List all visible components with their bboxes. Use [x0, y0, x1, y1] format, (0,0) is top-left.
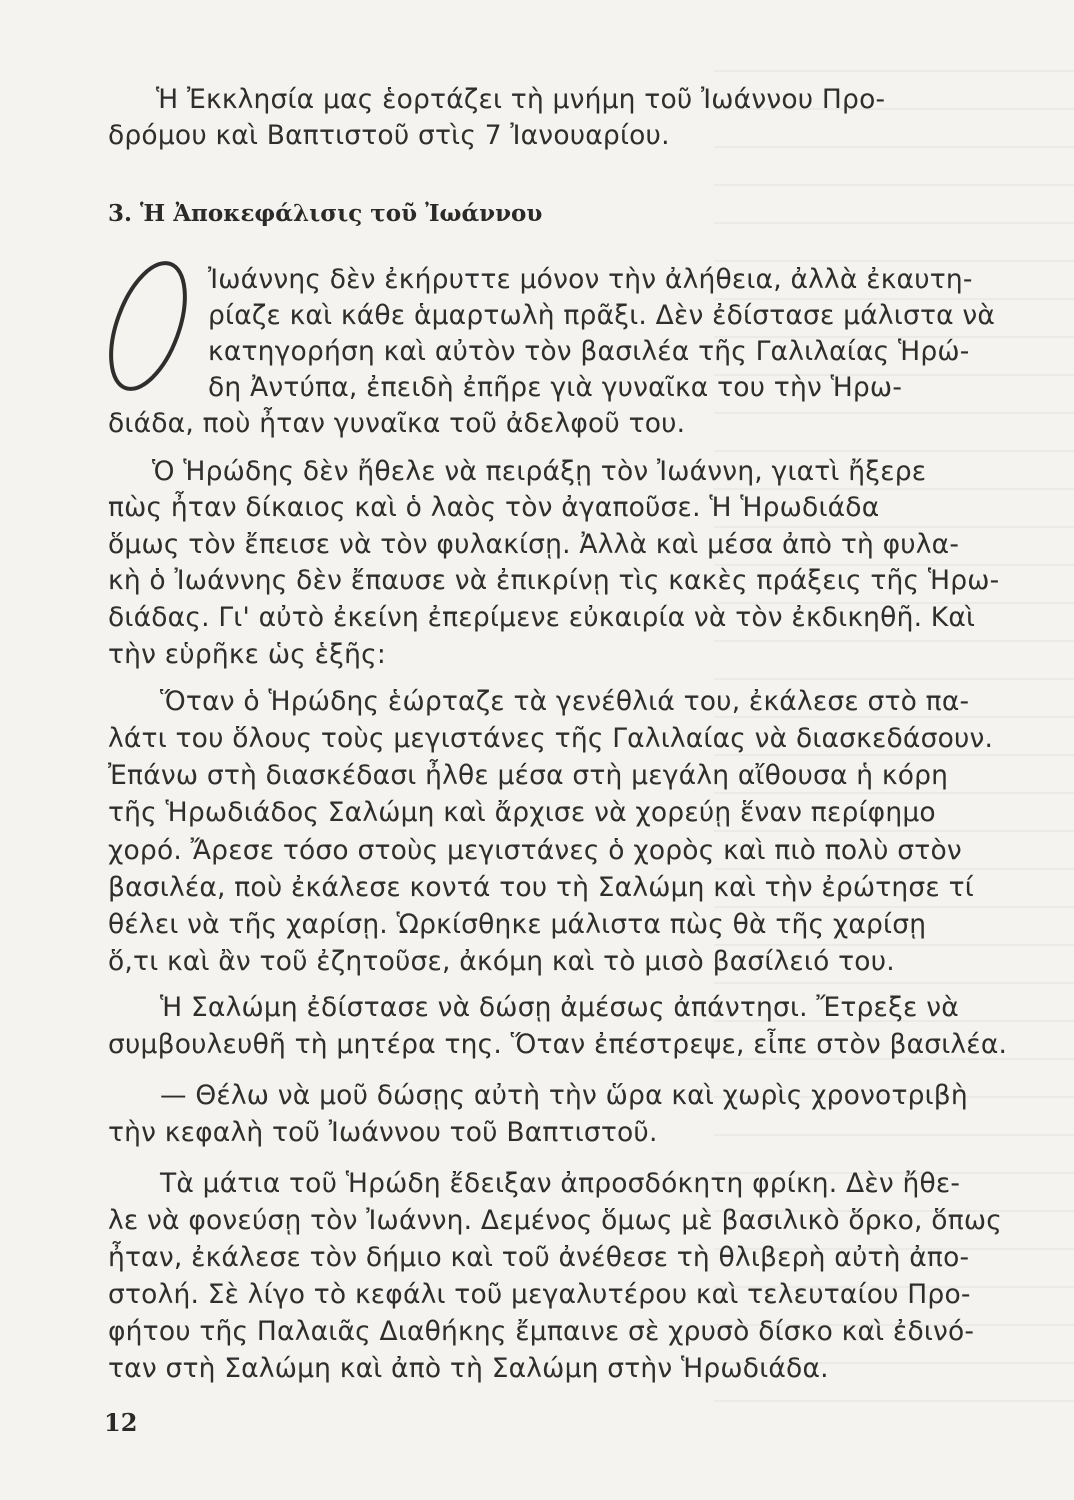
body-line: Ὁ Ἡρώδης δὲν ἤθελε νὰ πειράξῃ τὸν Ἰωάννη, γιατὶ ἤξερε [152, 456, 927, 487]
body-line: βασιλέα, ποὺ ἐκάλεσε κοντά του τὴ Σαλώμη καὶ τὴν ἐρώτησε τί [108, 872, 974, 903]
body-line: ὅ,τι καὶ ἂν τοῦ ἐζητοῦσε, ἀκόμη καὶ τὸ μισὸ βασίλειό του. [108, 946, 895, 977]
body-line: πὼς ἦταν δίκαιος καὶ ὁ λαὸς τὸν ἀγαποῦσε. Ἡ Ἡρωδιάδα [108, 492, 880, 523]
body-line: ἦταν, ἐκάλεσε τὸν δήμιο καὶ τοῦ ἀνέθεσε τὴ θλιβερὴ αὐτὴ ἀπο- [108, 1242, 970, 1273]
body-line: τῆς Ἡρωδιάδος Σαλώμη καὶ ἄρχισε νὰ χορεύῃ ἕναν περίφημο [108, 797, 936, 828]
body-line: ρίαζε καὶ κάθε ἁμαρτωλὴ πρᾶξι. Δὲν ἐδίστασε μάλιστα νὰ [208, 300, 996, 331]
dialogue-line: — Θέλω νὰ μοῦ δώσῃς αὐτὴ τὴν ὥρα καὶ χωρὶς χρονοτριβὴ [160, 1080, 968, 1111]
dialogue-line: τὴν κεφαλὴ τοῦ Ἰωάννου τοῦ Βαπτιστοῦ. [108, 1117, 658, 1148]
body-line: θέλει νὰ τῆς χαρίσῃ. Ὡρκίσθηκε μάλιστα πὼς θὰ τῆς χαρίσῃ [108, 909, 927, 940]
body-line: ταν στὴ Σαλώμη καὶ ἀπὸ τὴ Σαλώμη στὴν Ἡρωδιάδα. [108, 1353, 829, 1384]
page-number: 12 [104, 1408, 138, 1437]
drop-cap-letter: Ο [102, 244, 103, 245]
body-line: κατηγορήση καὶ αὐτὸν τὸν βασιλέα τῆς Γαλιλαίας Ἡρώ- [208, 336, 970, 367]
intro-line-2: δρόμου καὶ Βαπτιστοῦ στὶς 7 Ἰανουαρίου. [108, 120, 670, 151]
body-line: τὴν εὑρῆκε ὡς ἑξῆς: [108, 639, 386, 670]
body-line: Τὰ μάτια τοῦ Ἡρώδη ἔδειξαν ἀπροσδόκητη φρίκη. Δὲν ἤθε- [160, 1168, 961, 1199]
body-line: Ἡ Σαλώμη ἐδίστασε νὰ δώσῃ ἀμέσως ἀπάντησι. Ἔτρεξε νὰ [160, 992, 959, 1023]
body-line: διάδα, ποὺ ἦταν γυναῖκα τοῦ ἀδελφοῦ του. [108, 408, 686, 439]
body-line: λε νὰ φονεύσῃ τὸν Ἰωάννη. Δεμένος ὅμως μὲ βασιλικὸ ὅρκο, ὅπως [108, 1205, 1003, 1236]
intro-line-1: Ἡ Ἐκκλησία μας ἑορτάζει τὴ μνήμη τοῦ Ἰωάννου Προ- [156, 84, 886, 115]
body-line: στολή. Σὲ λίγο τὸ κεφάλι τοῦ μεγαλυτέρου καὶ τελευταίου Προ- [108, 1279, 971, 1310]
body-line: κὴ ὁ Ἰωάννης δὲν ἔπαυσε νὰ ἐπικρίνῃ τὶς κακὲς πράξεις τῆς Ἡρω- [108, 565, 1000, 596]
drop-cap-omicron [102, 244, 198, 404]
body-line: φήτου τῆς Παλαιᾶς Διαθήκης ἔμπαινε σὲ χρυσὸ δίσκο καὶ ἐδινό- [108, 1316, 975, 1347]
body-line: Ἐπάνω στὴ διασκέδασι ἦλθε μέσα στὴ μεγάλη αἴθουσα ἡ κόρη [108, 760, 949, 791]
body-line: Ὅταν ὁ Ἡρώδης ἑώρταζε τὰ γενέθλιά του, ἐκάλεσε στὸ πα- [160, 686, 970, 717]
body-line: λάτι του ὅλους τοὺς μεγιστάνες τῆς Γαλιλαίας νὰ διασκεδάσουν. [108, 723, 994, 754]
body-line: ὅμως τὸν ἔπεισε νὰ τὸν φυλακίσῃ. Ἀλλὰ καὶ μέσα ἀπὸ τὴ φυλα- [108, 529, 960, 560]
section-heading: 3. Ἡ Ἀποκεφάλισις τοῦ Ἰωάννου [108, 200, 543, 227]
body-line: Ἰωάννης δὲν ἐκήρυττε μόνον τὴν ἀλήθεια, ἀλλὰ ἐκαυτη- [208, 264, 973, 295]
body-line: συμβουλευθῆ τὴ μητέρα της. Ὅταν ἐπέστρεψε, εἶπε στὸν βασιλέα. [108, 1029, 1008, 1060]
body-line: χορό. Ἄρεσε τόσο στοὺς μεγιστάνες ὁ χορὸς καὶ πιὸ πολὺ στὸν [108, 835, 962, 866]
body-line: δη Ἀντύπα, ἐπειδὴ ἐπῆρε γιὰ γυναῖκα του τὴν Ἡρω- [208, 372, 903, 403]
body-line: διάδας. Γι' αὐτὸ ἐκείνη ἐπερίμενε εὐκαιρία νὰ τὸν ἐκδικηθῆ. Καὶ [108, 602, 976, 633]
